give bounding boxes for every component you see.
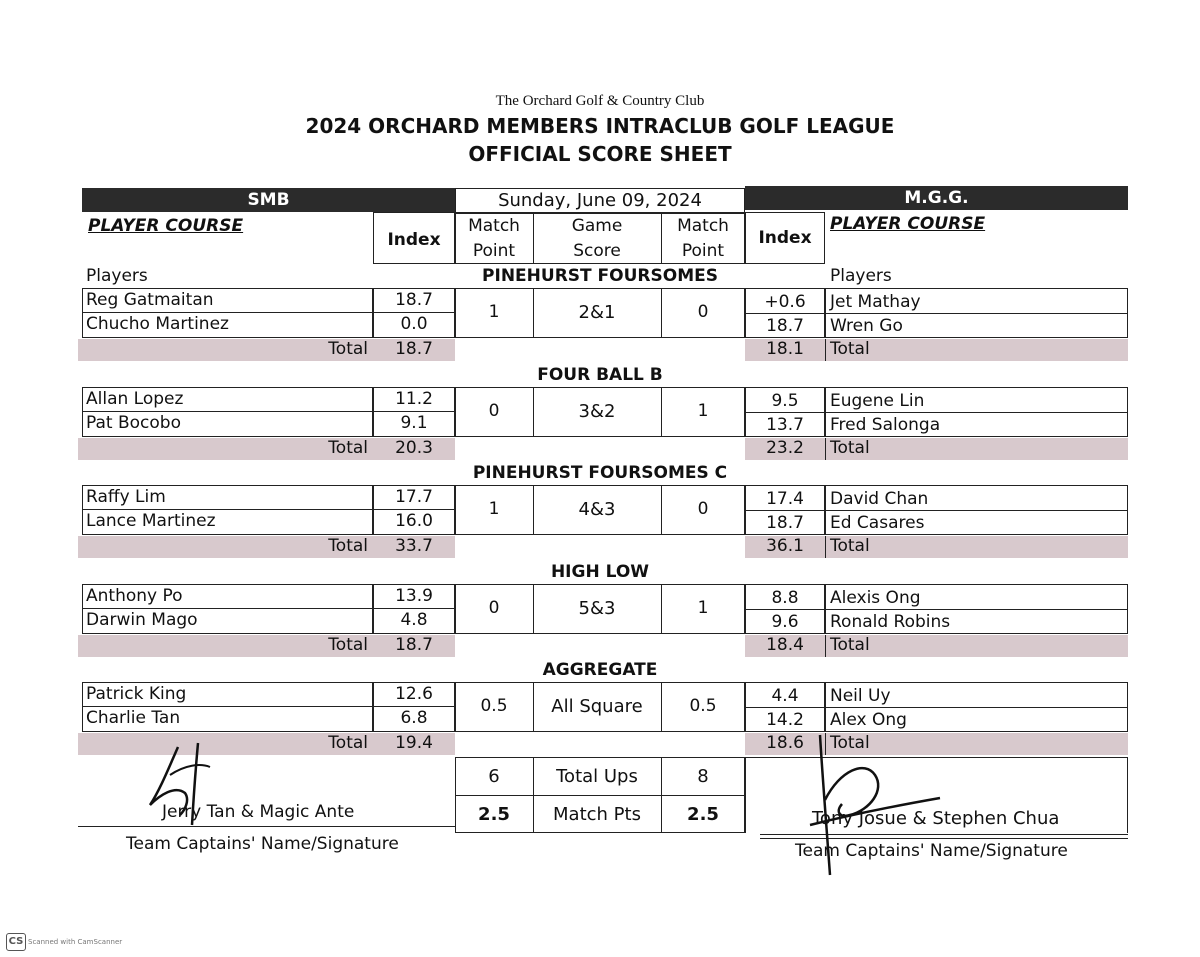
left-player-index: 13.9 <box>395 586 433 606</box>
match-pts-label: Match Pts <box>553 804 641 825</box>
right-match-pts: 2.5 <box>687 804 719 825</box>
left-match-point: 1 <box>488 302 500 322</box>
left-team-bar <box>82 188 455 212</box>
left-match-point: 0 <box>488 401 500 421</box>
right-player-index: +0.6 <box>764 292 806 312</box>
left-player-name: Reg Gatmaitan <box>86 290 214 310</box>
right-summary-edge <box>1127 757 1128 833</box>
right-players-divider <box>825 510 1128 511</box>
left-player-course-header: PLAYER COURSE <box>88 216 244 236</box>
left-players-divider <box>82 509 373 510</box>
right-players-divider <box>825 609 1128 610</box>
right-player-index: 13.7 <box>766 415 804 435</box>
game-score: All Square <box>551 696 643 717</box>
game-score: 5&3 <box>578 598 616 619</box>
right-players-label: Players <box>830 266 892 286</box>
left-total-label: Total <box>328 733 368 753</box>
right-player-course-header: PLAYER COURSE <box>830 214 986 234</box>
summary-divider-h <box>455 795 745 796</box>
left-player-name: Lance Martinez <box>86 511 216 531</box>
section-title: FOUR BALL B <box>537 365 663 385</box>
left-index-divider <box>373 509 455 510</box>
left-total-label: Total <box>328 438 368 458</box>
left-player-index: 18.7 <box>395 290 433 310</box>
left-player-index: 0.0 <box>400 314 428 334</box>
match-date: Sunday, June 09, 2024 <box>455 188 745 214</box>
right-match-point: 0 <box>697 499 709 519</box>
left-players-divider <box>82 312 373 313</box>
right-total-value: 18.6 <box>766 733 804 753</box>
section-title: PINEHURST FOURSOMES <box>482 266 718 286</box>
left-total-ups: 6 <box>488 766 500 787</box>
left-index-divider <box>373 312 455 313</box>
left-players-divider <box>82 411 373 412</box>
right-player-name: David Chan <box>830 489 929 509</box>
right-captain-label: Team Captains' Name/Signature <box>795 841 1068 861</box>
left-player-name: Allan Lopez <box>86 389 184 409</box>
right-index-header: Index <box>758 228 812 248</box>
right-total-label: Total <box>830 635 870 655</box>
left-captain-names: Jerry Tan & Magic Ante <box>162 802 355 822</box>
right-player-index: 9.6 <box>771 612 799 632</box>
left-total-value: 33.7 <box>395 536 433 556</box>
left-point-label: Point <box>472 241 516 261</box>
left-players-divider <box>82 706 373 707</box>
right-player-name: Alex Ong <box>830 710 907 730</box>
right-match-point: 1 <box>697 598 709 618</box>
left-player-index: 4.8 <box>400 610 428 630</box>
right-total-label: Total <box>830 339 870 359</box>
left-player-index: 11.2 <box>395 389 433 409</box>
left-total-value: 19.4 <box>395 733 433 753</box>
left-team-name: SMB <box>247 190 290 210</box>
right-player-name: Ed Casares <box>830 513 925 533</box>
left-index-divider <box>373 706 455 707</box>
left-total-label: Total <box>328 635 368 655</box>
right-signature <box>790 730 960 880</box>
left-total-value: 20.3 <box>395 438 433 458</box>
left-total-label: Total <box>328 536 368 556</box>
left-index-header: Index <box>387 230 441 250</box>
right-player-name: Fred Salonga <box>830 415 941 435</box>
right-total-divider <box>825 438 826 460</box>
right-total-divider <box>825 536 826 558</box>
club-name: The Orchard Golf & Country Club <box>495 93 705 109</box>
right-total-value: 18.4 <box>766 635 804 655</box>
sheet-subtitle: OFFICIAL SCORE SHEET <box>468 142 732 166</box>
right-index-divider <box>745 313 825 314</box>
left-player-index: 17.7 <box>395 487 433 507</box>
right-index-divider <box>745 412 825 413</box>
left-players-divider <box>82 608 373 609</box>
right-players-divider <box>825 707 1128 708</box>
right-captain-names: Tony Josue & Stephen Chua <box>812 808 1060 829</box>
right-player-index: 4.4 <box>771 686 799 706</box>
right-total-value: 18.1 <box>766 339 804 359</box>
left-player-name: Charlie Tan <box>86 708 181 728</box>
left-index-divider <box>373 608 455 609</box>
right-match-point: 0.5 <box>689 696 717 716</box>
left-player-name: Raffy Lim <box>86 487 166 507</box>
left-players-label: Players <box>86 266 148 286</box>
right-total-label: Total <box>830 438 870 458</box>
right-total-ups: 8 <box>697 766 709 787</box>
left-total-label: Total <box>328 339 368 359</box>
right-player-name: Wren Go <box>830 316 903 336</box>
left-player-name: Pat Bocobo <box>86 413 181 433</box>
right-match-point: 1 <box>697 401 709 421</box>
right-index-divider <box>745 609 825 610</box>
right-player-name: Eugene Lin <box>830 391 925 411</box>
score-label: Score <box>573 241 621 261</box>
right-point-label: Point <box>681 241 725 261</box>
left-captain-label: Team Captains' Name/Signature <box>126 834 399 854</box>
camscanner-text: Scanned with CamScanner <box>28 938 123 946</box>
right-players-divider <box>825 412 1128 413</box>
left-player-name: Darwin Mago <box>86 610 198 630</box>
right-total-divider <box>825 635 826 657</box>
right-player-index: 18.7 <box>766 316 804 336</box>
section-title: HIGH LOW <box>550 562 650 582</box>
game-score: 2&1 <box>578 302 616 323</box>
left-match-pts: 2.5 <box>478 804 510 825</box>
left-player-index: 6.8 <box>400 708 428 728</box>
game-score: 3&2 <box>578 401 616 422</box>
left-player-name: Chucho Martinez <box>86 314 229 334</box>
right-team-bar <box>745 186 1128 210</box>
right-player-index: 18.7 <box>766 513 804 533</box>
right-player-index: 8.8 <box>771 588 799 608</box>
left-player-index: 9.1 <box>400 413 428 433</box>
right-player-name: Jet Mathay <box>830 292 921 312</box>
right-players-divider <box>825 313 1128 314</box>
right-total-label: Total <box>830 733 870 753</box>
left-match-point: 0.5 <box>480 696 508 716</box>
right-match-label: Match <box>677 216 729 236</box>
right-total-value: 36.1 <box>766 536 804 556</box>
right-index-divider <box>745 510 825 511</box>
right-match-point: 0 <box>697 302 709 322</box>
left-player-name: Patrick King <box>86 684 187 704</box>
game-score: 4&3 <box>578 499 616 520</box>
left-player-index: 12.6 <box>395 684 433 704</box>
left-player-name: Anthony Po <box>86 586 183 606</box>
total-ups-label: Total Ups <box>556 766 638 787</box>
left-player-index: 16.0 <box>395 511 433 531</box>
right-player-name: Neil Uy <box>830 686 891 706</box>
section-title: AGGREGATE <box>542 660 658 680</box>
right-team-name: M.G.G. <box>904 188 969 208</box>
left-index-divider <box>373 411 455 412</box>
right-summary-frame <box>745 757 746 833</box>
left-total-value: 18.7 <box>395 635 433 655</box>
left-match-point: 0 <box>488 598 500 618</box>
game-label: Game <box>571 216 623 236</box>
league-title: 2024 ORCHARD MEMBERS INTRACLUB GOLF LEAGUE <box>305 114 895 138</box>
left-match-label: Match <box>468 216 520 236</box>
left-total-value: 18.7 <box>395 339 433 359</box>
left-signature <box>130 735 240 835</box>
section-title: PINEHURST FOURSOMES C <box>472 463 728 483</box>
right-total-divider <box>825 339 826 361</box>
left-match-point: 1 <box>488 499 500 519</box>
right-player-name: Ronald Robins <box>830 612 951 632</box>
right-total-value: 23.2 <box>766 438 804 458</box>
right-total-label: Total <box>830 536 870 556</box>
right-player-name: Alexis Ong <box>830 588 921 608</box>
right-player-index: 9.5 <box>771 391 799 411</box>
right-player-index: 17.4 <box>766 489 804 509</box>
right-player-index: 14.2 <box>766 710 804 730</box>
right-index-divider <box>745 707 825 708</box>
camscanner-badge: CS <box>6 933 26 951</box>
